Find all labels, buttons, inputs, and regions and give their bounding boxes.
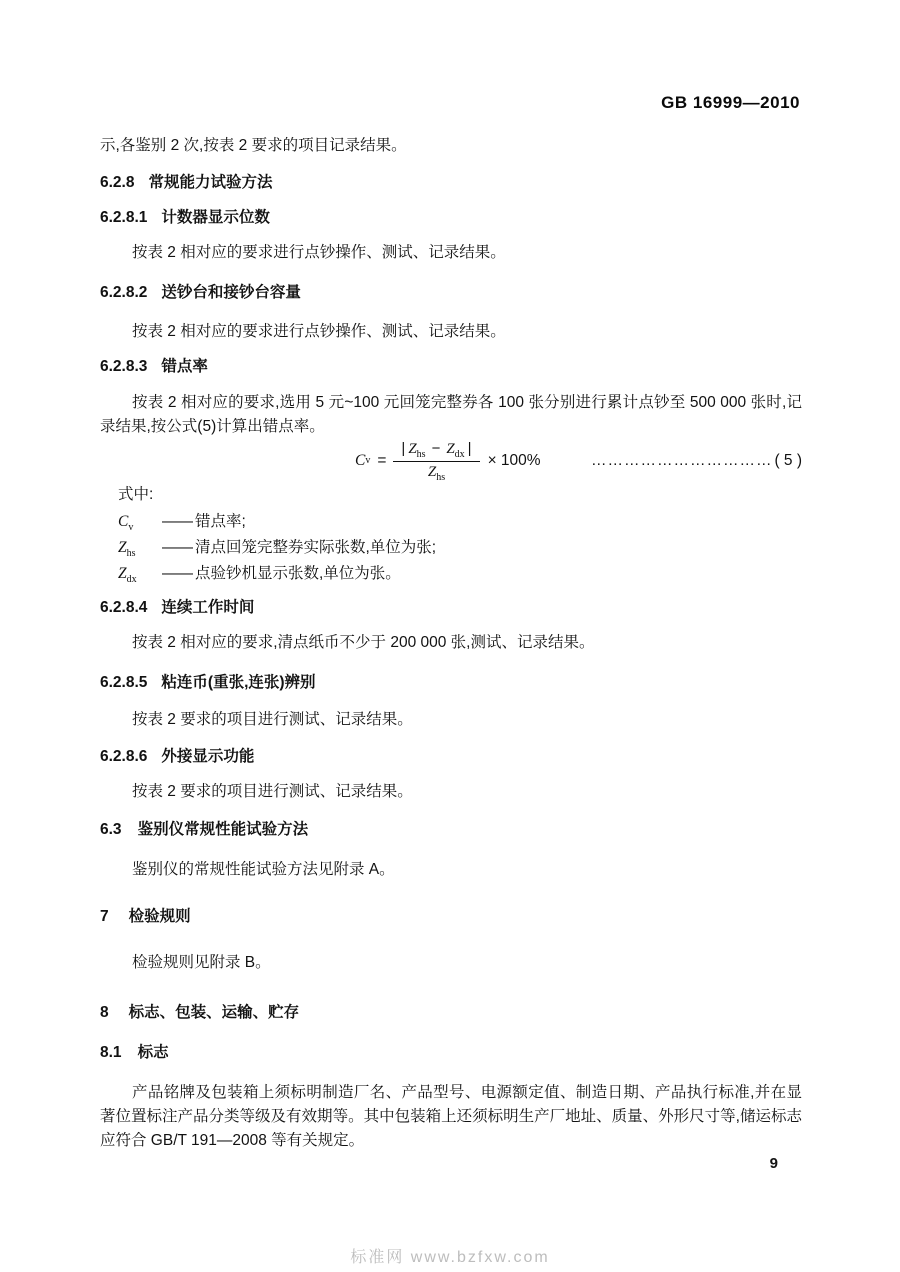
chapter-title: 检验规则 [128, 908, 191, 925]
formula-subscript: hs [416, 448, 426, 460]
section-title: 鉴别仪常规性能试验方法 [137, 821, 309, 838]
section-number: 6.2.8.5 [100, 674, 148, 691]
paragraph-6-2-8-4: 按表 2 相对应的要求,清点纸币不少于 200 000 张,测试、记录结果。 [132, 634, 595, 651]
formula-subscript: v [365, 455, 371, 466]
definition-zdx [100, 561, 802, 587]
chapter-heading-8 [100, 1001, 802, 1025]
page-body [100, 134, 802, 1153]
fraction-numerator [393, 440, 479, 462]
standard-code-header: GB 16999—2010 [661, 93, 800, 112]
fraction-denominator [428, 462, 445, 483]
where-intro: 式中: [118, 486, 154, 503]
minus-sign: − [431, 439, 441, 457]
chapter-number: 8 [100, 1004, 109, 1021]
section-heading-6-2-8-4 [100, 596, 802, 620]
section-number: 6.2.8 [100, 174, 135, 191]
formula-fraction [393, 440, 479, 483]
equals-sign: = [377, 452, 387, 469]
section-number: 8.1 [100, 1044, 122, 1061]
paragraph-8-1: 产品铭牌及包装箱上须标明制造厂名、产品型号、电源额定值、制造日期、产品执行标准,并在显著位置标注产品分类等级及有效期等。其中包装箱上还须标明生产厂地址、质量、外形尺寸等,储运标志应符合 GB/T 191—2008 等有关规定。 [100, 1084, 802, 1149]
dash: —— [162, 539, 193, 556]
section-title: 常规能力试验方法 [148, 174, 273, 191]
paragraph-6-2-8-6: 按表 2 要求的项目进行测试、记录结果。 [132, 783, 413, 800]
formula-leader [591, 449, 802, 473]
section-number: 6.2.8.4 [100, 599, 148, 616]
paragraph-6-2-8-3: 按表 2 相对应的要求,选用 5 元~100 元回笼完整券各 100 张分别进行累计点钞至 500 000 张时,记录结果,按公式(5)计算出错点率。 [100, 394, 802, 435]
symbol: $Z_{hs}$ [118, 539, 136, 560]
formula-number: ( 5 ) [774, 452, 802, 469]
section-heading-8-1 [100, 1041, 802, 1065]
section-title: 送钞台和接钞台容量 [161, 284, 301, 301]
formula-5 [100, 439, 802, 483]
section-number: 6.2.8.1 [100, 209, 148, 226]
section-heading-6-2-8-5 [100, 671, 802, 695]
section-title: 计数器显示位数 [161, 209, 270, 226]
section-heading-6-2-8-2 [100, 281, 802, 305]
abs-bar: | [401, 439, 406, 457]
chapter-number: 7 [100, 908, 109, 925]
formula-variable-z: Z [408, 440, 417, 457]
formula-variable-cv: C [355, 452, 366, 469]
formula-subscript: dx [454, 448, 465, 460]
leader-dots: …………………………… [590, 452, 773, 469]
page-number: 9 [769, 1155, 778, 1172]
dash: —— [162, 513, 193, 530]
section-number: 6.2.8.6 [100, 748, 148, 765]
definition-text: 清点回笼完整券实际张数,单位为张; [195, 539, 437, 556]
definition-text: 点验钞机显示张数,单位为张。 [195, 565, 401, 582]
paragraph-7: 检验规则见附录 B。 [132, 954, 271, 971]
section-title: 粘连币(重张,连张)辨别 [161, 674, 316, 691]
chapter-title: 标志、包装、运输、贮存 [128, 1004, 300, 1021]
definition-zhs [100, 535, 802, 561]
formula-subscript: hs [436, 471, 446, 483]
chapter-heading-7 [100, 905, 802, 929]
continuation-paragraph: 示,各鉴别 2 次,按表 2 要求的项目记录结果。 [100, 137, 407, 154]
section-number: 6.2.8.3 [100, 358, 148, 375]
section-heading-6-2-8-3 [100, 355, 802, 379]
section-title: 标志 [137, 1044, 169, 1061]
paragraph-6-3: 鉴别仪的常规性能试验方法见附录 A。 [132, 861, 395, 878]
error-rate-formula [355, 440, 541, 483]
definition-cv [100, 509, 802, 535]
symbol: $C_v$ [118, 513, 134, 534]
section-heading-6-3 [100, 818, 802, 842]
symbol-definitions [100, 509, 802, 587]
section-number: 6.3 [100, 821, 122, 838]
section-heading-6-2-8-6 [100, 745, 802, 769]
paragraph-6-2-8-2: 按表 2 相对应的要求进行点钞操作、测试、记录结果。 [132, 323, 506, 340]
dash: —— [162, 565, 193, 582]
abs-bar: | [467, 439, 472, 457]
watermark-text: 标准网 www.bzfxw.com [350, 1249, 550, 1266]
symbol: $Z_{dx}$ [118, 565, 137, 586]
definition-text: 错点率; [195, 513, 246, 530]
formula-variable-z: Z [427, 463, 437, 480]
section-heading-6-2-8 [100, 171, 802, 195]
paragraph-6-2-8-5: 按表 2 要求的项目进行测试、记录结果。 [132, 711, 413, 728]
section-title: 连续工作时间 [161, 599, 255, 616]
paragraph-6-2-8-1: 按表 2 相对应的要求进行点钞操作、测试、记录结果。 [132, 244, 506, 261]
section-title: 错点率 [161, 358, 208, 375]
times-100-percent: × 100% [487, 452, 541, 469]
section-number: 6.2.8.2 [100, 284, 148, 301]
section-heading-6-2-8-1 [100, 206, 802, 230]
section-title: 外接显示功能 [161, 748, 255, 765]
formula-variable-z: Z [446, 440, 455, 457]
